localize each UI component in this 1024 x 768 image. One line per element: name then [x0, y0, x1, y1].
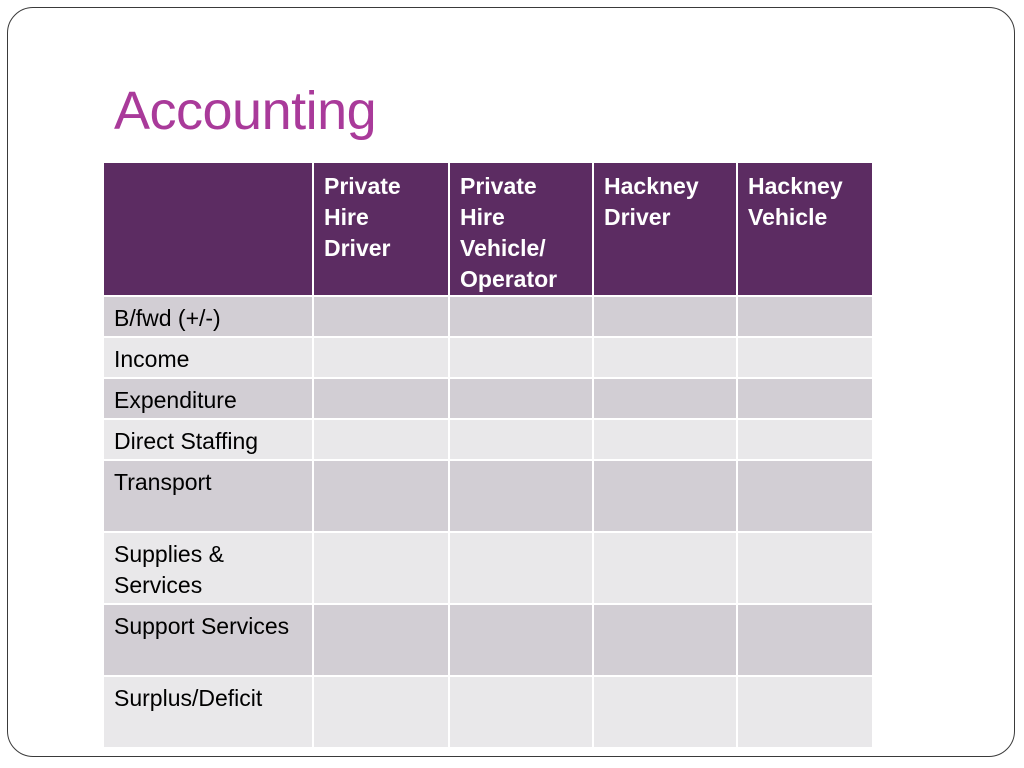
table-cell [449, 419, 593, 460]
row-label: B/fwd (+/-) [103, 296, 313, 337]
table-cell [737, 532, 873, 604]
row-label: Support Services [103, 604, 313, 676]
table-cell [449, 378, 593, 419]
table-cell [449, 532, 593, 604]
row-label: Income [103, 337, 313, 378]
table-row [103, 676, 873, 748]
table-cell [449, 604, 593, 676]
table-row [103, 460, 873, 532]
table-cell [737, 378, 873, 419]
table-cell [593, 676, 737, 748]
table-cell [737, 419, 873, 460]
header-private-hire-vehicle-operator: Private Hire Vehicle/ Operator [449, 162, 593, 296]
table-cell [737, 460, 873, 532]
slide-title: Accounting [114, 81, 377, 141]
table-cell [737, 296, 873, 337]
table-cell [737, 337, 873, 378]
table-row [103, 337, 873, 378]
table-row [103, 532, 873, 604]
table-row [103, 419, 873, 460]
table-cell [593, 532, 737, 604]
header-hackney-driver: Hackney Driver [593, 162, 737, 296]
header-private-hire-driver: Private Hire Driver [313, 162, 449, 296]
accounting-table [102, 161, 874, 749]
table-cell [313, 604, 449, 676]
table-cell [449, 296, 593, 337]
table-cell [313, 676, 449, 748]
table-cell [449, 337, 593, 378]
row-label: Surplus/Deficit [103, 676, 313, 748]
table-cell [593, 378, 737, 419]
table-cell [313, 337, 449, 378]
table-cell [313, 296, 449, 337]
table-row [103, 296, 873, 337]
header-hackney-vehicle: Hackney Vehicle [737, 162, 873, 296]
table-row [103, 378, 873, 419]
table-cell [313, 460, 449, 532]
table-cell [313, 532, 449, 604]
table-header-row [103, 162, 873, 296]
table-cell [449, 460, 593, 532]
table-row [103, 604, 873, 676]
table-cell [593, 337, 737, 378]
table-cell [737, 676, 873, 748]
table-cell [593, 296, 737, 337]
row-label: Direct Staffing [103, 419, 313, 460]
table-cell [593, 419, 737, 460]
row-label: Transport [103, 460, 313, 532]
table-cell [313, 419, 449, 460]
table-cell [737, 604, 873, 676]
table-cell [593, 604, 737, 676]
table-cell [313, 378, 449, 419]
row-label: Supplies & Services [103, 532, 313, 604]
header-cell-corner [103, 162, 313, 296]
row-label: Expenditure [103, 378, 313, 419]
table-cell [593, 460, 737, 532]
table-cell [449, 676, 593, 748]
